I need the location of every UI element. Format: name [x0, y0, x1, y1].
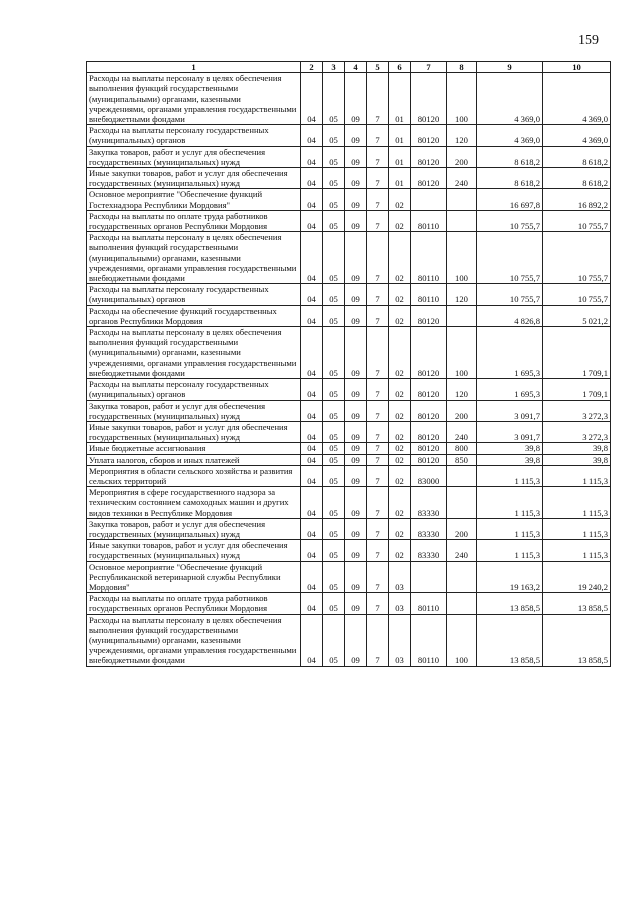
column-header: 7 [411, 62, 447, 73]
subprogram-code-cell: 7 [367, 189, 389, 210]
event-code-cell: 02 [389, 210, 411, 231]
table-row [87, 454, 611, 465]
section-code-cell: 04 [301, 284, 323, 305]
table-row [87, 614, 611, 666]
section-code-cell: 04 [301, 540, 323, 561]
program-code-cell: 09 [345, 232, 367, 284]
event-code-cell: 03 [389, 614, 411, 666]
expense-type-cell [447, 305, 477, 326]
subprogram-code-cell: 7 [367, 232, 389, 284]
row-name-cell: Иные бюджетные ассигнования [87, 443, 301, 454]
table-row [87, 421, 611, 442]
amount-year2-cell: 1 115,3 [543, 465, 611, 486]
program-code-cell: 09 [345, 125, 367, 146]
row-name-cell: Закупка товаров, работ и услуг для обеспечения государственных (муниципальных) нужд [87, 400, 301, 421]
amount-year2-cell: 3 272,3 [543, 400, 611, 421]
amount-year2-cell: 8 618,2 [543, 146, 611, 167]
event-code-cell: 02 [389, 465, 411, 486]
table-row [87, 400, 611, 421]
direction-code-cell: 83330 [411, 487, 447, 519]
direction-code-cell: 80110 [411, 614, 447, 666]
amount-year2-cell: 3 272,3 [543, 421, 611, 442]
table-header-row [87, 62, 611, 73]
amount-year2-cell: 4 369,0 [543, 73, 611, 125]
section-code-cell: 04 [301, 443, 323, 454]
event-code-cell: 03 [389, 593, 411, 614]
amount-year2-cell: 10 755,7 [543, 284, 611, 305]
subprogram-code-cell: 7 [367, 454, 389, 465]
event-code-cell: 02 [389, 540, 411, 561]
direction-code-cell: 80120 [411, 168, 447, 189]
row-name-cell: Расходы на выплаты персоналу в целях обеспечения выполнения функций государственными (муниципальными) органами, казенными учреждениями, органами управления государственными внебюджетными фондами [87, 614, 301, 666]
row-name-cell: Расходы на выплаты персоналу в целях обеспечения выполнения функций государственными (муниципальными) органами, казенными учреждениями, органами управления государственными внебюджетными фондами [87, 232, 301, 284]
subprogram-code-cell: 7 [367, 487, 389, 519]
column-header: 8 [447, 62, 477, 73]
table-row [87, 593, 611, 614]
direction-code-cell: 80110 [411, 284, 447, 305]
amount-year1-cell: 13 858,5 [477, 614, 543, 666]
subprogram-code-cell: 7 [367, 443, 389, 454]
subprogram-code-cell: 7 [367, 593, 389, 614]
subprogram-code-cell: 7 [367, 561, 389, 593]
column-header: 2 [301, 62, 323, 73]
subprogram-code-cell: 7 [367, 284, 389, 305]
subsection-code-cell: 05 [323, 189, 345, 210]
expense-type-cell: 800 [447, 443, 477, 454]
subprogram-code-cell: 7 [367, 210, 389, 231]
amount-year2-cell: 19 240,2 [543, 561, 611, 593]
section-code-cell: 04 [301, 400, 323, 421]
amount-year1-cell: 1 115,3 [477, 487, 543, 519]
section-code-cell: 04 [301, 305, 323, 326]
subprogram-code-cell: 7 [367, 465, 389, 486]
expense-type-cell [447, 465, 477, 486]
column-header: 6 [389, 62, 411, 73]
budget-table [86, 61, 611, 667]
section-code-cell: 04 [301, 210, 323, 231]
event-code-cell: 02 [389, 400, 411, 421]
table-row [87, 189, 611, 210]
subsection-code-cell: 05 [323, 518, 345, 539]
subsection-code-cell: 05 [323, 379, 345, 400]
direction-code-cell: 83330 [411, 540, 447, 561]
subprogram-code-cell: 7 [367, 421, 389, 442]
direction-code-cell: 83000 [411, 465, 447, 486]
amount-year1-cell: 4 369,0 [477, 73, 543, 125]
event-code-cell: 02 [389, 421, 411, 442]
column-header: 10 [543, 62, 611, 73]
subsection-code-cell: 05 [323, 146, 345, 167]
subsection-code-cell: 05 [323, 465, 345, 486]
subsection-code-cell: 05 [323, 210, 345, 231]
row-name-cell: Расходы на выплаты персоналу государственных (муниципальных) органов [87, 125, 301, 146]
program-code-cell: 09 [345, 284, 367, 305]
expense-type-cell: 240 [447, 421, 477, 442]
amount-year1-cell: 13 858,5 [477, 593, 543, 614]
column-header: 9 [477, 62, 543, 73]
table-row [87, 210, 611, 231]
direction-code-cell: 80120 [411, 73, 447, 125]
row-name-cell: Уплата налогов, сборов и иных платежей [87, 454, 301, 465]
section-code-cell: 04 [301, 614, 323, 666]
row-name-cell: Расходы на выплаты персоналу в целях обеспечения выполнения функций государственными (муниципальными) органами, казенными учреждениями, органами управления государственными внебюджетными фондами [87, 327, 301, 379]
event-code-cell: 02 [389, 518, 411, 539]
table-row [87, 305, 611, 326]
program-code-cell: 09 [345, 614, 367, 666]
amount-year1-cell: 10 755,7 [477, 210, 543, 231]
direction-code-cell: 83330 [411, 518, 447, 539]
amount-year1-cell: 1 115,3 [477, 465, 543, 486]
program-code-cell: 09 [345, 443, 367, 454]
event-code-cell: 03 [389, 561, 411, 593]
program-code-cell: 09 [345, 73, 367, 125]
event-code-cell: 02 [389, 232, 411, 284]
section-code-cell: 04 [301, 465, 323, 486]
expense-type-cell: 120 [447, 284, 477, 305]
direction-code-cell: 80120 [411, 379, 447, 400]
direction-code-cell [411, 189, 447, 210]
expense-type-cell: 120 [447, 379, 477, 400]
row-name-cell: Расходы на выплаты по оплате труда работников государственных органов Республики Мордовия [87, 210, 301, 231]
program-code-cell: 09 [345, 561, 367, 593]
section-code-cell: 04 [301, 327, 323, 379]
program-code-cell: 09 [345, 454, 367, 465]
expense-type-cell [447, 561, 477, 593]
event-code-cell: 02 [389, 284, 411, 305]
subprogram-code-cell: 7 [367, 327, 389, 379]
row-name-cell: Закупка товаров, работ и услуг для обеспечения государственных (муниципальных) нужд [87, 146, 301, 167]
table-row [87, 487, 611, 519]
amount-year1-cell: 4 826,8 [477, 305, 543, 326]
amount-year2-cell: 13 858,5 [543, 593, 611, 614]
table-row [87, 146, 611, 167]
subsection-code-cell: 05 [323, 443, 345, 454]
subprogram-code-cell: 7 [367, 305, 389, 326]
subprogram-code-cell: 7 [367, 168, 389, 189]
subsection-code-cell: 05 [323, 284, 345, 305]
expense-type-cell: 240 [447, 540, 477, 561]
expense-type-cell: 100 [447, 73, 477, 125]
program-code-cell: 09 [345, 146, 367, 167]
amount-year2-cell: 1 115,3 [543, 487, 611, 519]
row-name-cell: Мероприятия в сфере государственного надзора за техническим состоянием самоходных машин и других видов техники в Республике Мордовия [87, 487, 301, 519]
amount-year1-cell: 3 091,7 [477, 421, 543, 442]
section-code-cell: 04 [301, 593, 323, 614]
program-code-cell: 09 [345, 379, 367, 400]
direction-code-cell: 80110 [411, 210, 447, 231]
section-code-cell: 04 [301, 168, 323, 189]
section-code-cell: 04 [301, 379, 323, 400]
amount-year1-cell: 10 755,7 [477, 284, 543, 305]
subprogram-code-cell: 7 [367, 125, 389, 146]
amount-year2-cell: 8 618,2 [543, 168, 611, 189]
table-row [87, 540, 611, 561]
amount-year1-cell: 1 115,3 [477, 518, 543, 539]
amount-year1-cell: 39,8 [477, 454, 543, 465]
subsection-code-cell: 05 [323, 561, 345, 593]
table-row [87, 327, 611, 379]
table-row [87, 125, 611, 146]
program-code-cell: 09 [345, 168, 367, 189]
expense-type-cell: 100 [447, 232, 477, 284]
expense-type-cell [447, 189, 477, 210]
expense-type-cell [447, 593, 477, 614]
program-code-cell: 09 [345, 465, 367, 486]
row-name-cell: Расходы на выплаты персоналу государственных (муниципальных) органов [87, 284, 301, 305]
table-body [87, 73, 611, 666]
direction-code-cell: 80120 [411, 125, 447, 146]
subprogram-code-cell: 7 [367, 73, 389, 125]
direction-code-cell: 80120 [411, 421, 447, 442]
table-row [87, 561, 611, 593]
section-code-cell: 04 [301, 487, 323, 519]
amount-year2-cell: 39,8 [543, 454, 611, 465]
event-code-cell: 01 [389, 146, 411, 167]
subsection-code-cell: 05 [323, 125, 345, 146]
row-name-cell: Иные закупки товаров, работ и услуг для обеспечения государственных (муниципальных) нужд [87, 168, 301, 189]
row-name-cell: Расходы на выплаты персоналу в целях обеспечения выполнения функций государственными (муниципальными) органами, казенными учреждениями, органами управления государственными внебюджетными фондами [87, 73, 301, 125]
event-code-cell: 02 [389, 379, 411, 400]
column-header: 4 [345, 62, 367, 73]
section-code-cell: 04 [301, 561, 323, 593]
amount-year2-cell: 1 709,1 [543, 379, 611, 400]
subprogram-code-cell: 7 [367, 400, 389, 421]
subprogram-code-cell: 7 [367, 614, 389, 666]
row-name-cell: Иные закупки товаров, работ и услуг для обеспечения государственных (муниципальных) нужд [87, 421, 301, 442]
amount-year1-cell: 3 091,7 [477, 400, 543, 421]
direction-code-cell: 80120 [411, 454, 447, 465]
table-row [87, 73, 611, 125]
amount-year2-cell: 16 892,2 [543, 189, 611, 210]
amount-year1-cell: 10 755,7 [477, 232, 543, 284]
row-name-cell: Основное мероприятие "Обеспечение функций Гостехнадзора Республики Мордовия" [87, 189, 301, 210]
subsection-code-cell: 05 [323, 614, 345, 666]
amount-year2-cell: 39,8 [543, 443, 611, 454]
row-name-cell: Иные закупки товаров, работ и услуг для обеспечения государственных (муниципальных) нужд [87, 540, 301, 561]
amount-year1-cell: 39,8 [477, 443, 543, 454]
subprogram-code-cell: 7 [367, 146, 389, 167]
row-name-cell: Мероприятия в области сельского хозяйства и развития сельских территорий [87, 465, 301, 486]
amount-year1-cell: 8 618,2 [477, 168, 543, 189]
subsection-code-cell: 05 [323, 421, 345, 442]
direction-code-cell: 80120 [411, 443, 447, 454]
expense-type-cell: 850 [447, 454, 477, 465]
program-code-cell: 09 [345, 400, 367, 421]
program-code-cell: 09 [345, 487, 367, 519]
subsection-code-cell: 05 [323, 232, 345, 284]
program-code-cell: 09 [345, 421, 367, 442]
program-code-cell: 09 [345, 540, 367, 561]
amount-year1-cell: 19 163,2 [477, 561, 543, 593]
program-code-cell: 09 [345, 593, 367, 614]
expense-type-cell: 200 [447, 146, 477, 167]
section-code-cell: 04 [301, 73, 323, 125]
direction-code-cell [411, 561, 447, 593]
section-code-cell: 04 [301, 146, 323, 167]
program-code-cell: 09 [345, 327, 367, 379]
event-code-cell: 01 [389, 73, 411, 125]
table-row [87, 232, 611, 284]
amount-year2-cell: 1 115,3 [543, 518, 611, 539]
section-code-cell: 04 [301, 232, 323, 284]
direction-code-cell: 80110 [411, 593, 447, 614]
amount-year2-cell: 10 755,7 [543, 232, 611, 284]
column-header: 3 [323, 62, 345, 73]
program-code-cell: 09 [345, 189, 367, 210]
amount-year1-cell: 1 695,3 [477, 379, 543, 400]
expense-type-cell: 200 [447, 400, 477, 421]
subsection-code-cell: 05 [323, 593, 345, 614]
event-code-cell: 01 [389, 168, 411, 189]
amount-year1-cell: 8 618,2 [477, 146, 543, 167]
amount-year1-cell: 4 369,0 [477, 125, 543, 146]
section-code-cell: 04 [301, 454, 323, 465]
event-code-cell: 02 [389, 305, 411, 326]
event-code-cell: 01 [389, 125, 411, 146]
section-code-cell: 04 [301, 421, 323, 442]
expense-type-cell [447, 210, 477, 231]
table-row [87, 284, 611, 305]
amount-year2-cell: 1 709,1 [543, 327, 611, 379]
amount-year2-cell: 1 115,3 [543, 540, 611, 561]
amount-year1-cell: 1 695,3 [477, 327, 543, 379]
subprogram-code-cell: 7 [367, 379, 389, 400]
section-code-cell: 04 [301, 125, 323, 146]
subsection-code-cell: 05 [323, 305, 345, 326]
table-row [87, 379, 611, 400]
program-code-cell: 09 [345, 305, 367, 326]
expense-type-cell: 120 [447, 125, 477, 146]
event-code-cell: 02 [389, 487, 411, 519]
expense-type-cell: 200 [447, 518, 477, 539]
section-code-cell: 04 [301, 518, 323, 539]
subsection-code-cell: 05 [323, 540, 345, 561]
subsection-code-cell: 05 [323, 487, 345, 519]
amount-year2-cell: 10 755,7 [543, 210, 611, 231]
direction-code-cell: 80120 [411, 146, 447, 167]
subsection-code-cell: 05 [323, 454, 345, 465]
row-name-cell: Расходы на выплаты персоналу государственных (муниципальных) органов [87, 379, 301, 400]
direction-code-cell: 80120 [411, 400, 447, 421]
row-name-cell: Основное мероприятие "Обеспечение функций Республиканской ветеринарной службы Республики Мордовия" [87, 561, 301, 593]
subsection-code-cell: 05 [323, 400, 345, 421]
amount-year2-cell: 13 858,5 [543, 614, 611, 666]
subsection-code-cell: 05 [323, 327, 345, 379]
page-number: 159 [578, 33, 599, 48]
amount-year1-cell: 1 115,3 [477, 540, 543, 561]
expense-type-cell: 240 [447, 168, 477, 189]
table-row [87, 443, 611, 454]
table-row [87, 518, 611, 539]
column-header: 5 [367, 62, 389, 73]
row-name-cell: Расходы на выплаты по оплате труда работников государственных органов Республики Мордовия [87, 593, 301, 614]
expense-type-cell: 100 [447, 327, 477, 379]
row-name-cell: Расходы на обеспечение функций государственных органов Республики Мордовия [87, 305, 301, 326]
table-row [87, 168, 611, 189]
direction-code-cell: 80110 [411, 232, 447, 284]
amount-year1-cell: 16 697,8 [477, 189, 543, 210]
event-code-cell: 02 [389, 189, 411, 210]
subprogram-code-cell: 7 [367, 518, 389, 539]
event-code-cell: 02 [389, 443, 411, 454]
row-name-cell: Закупка товаров, работ и услуг для обеспечения государственных (муниципальных) нужд [87, 518, 301, 539]
column-header: 1 [87, 62, 301, 73]
direction-code-cell: 80120 [411, 305, 447, 326]
program-code-cell: 09 [345, 518, 367, 539]
expense-type-cell [447, 487, 477, 519]
amount-year2-cell: 4 369,0 [543, 125, 611, 146]
subsection-code-cell: 05 [323, 73, 345, 125]
subprogram-code-cell: 7 [367, 540, 389, 561]
amount-year2-cell: 5 021,2 [543, 305, 611, 326]
program-code-cell: 09 [345, 210, 367, 231]
subsection-code-cell: 05 [323, 168, 345, 189]
direction-code-cell: 80120 [411, 327, 447, 379]
section-code-cell: 04 [301, 189, 323, 210]
event-code-cell: 02 [389, 454, 411, 465]
expense-type-cell: 100 [447, 614, 477, 666]
event-code-cell: 02 [389, 327, 411, 379]
table-row [87, 465, 611, 486]
